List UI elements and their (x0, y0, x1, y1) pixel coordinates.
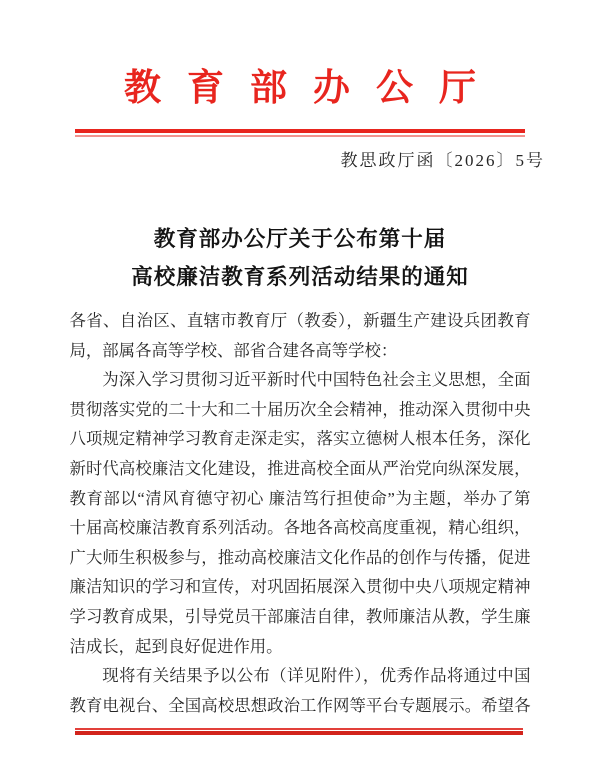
letterhead-org-name: 教育部办公厅 (124, 68, 502, 109)
page-bottom-divider-thick-line (75, 731, 523, 735)
body-line: 教育部以“清风育德守初心 廉洁笃行担使命”为主题，举办了第 (69, 488, 531, 508)
body-line: 局，部属各高等学校、部省合建各高等学校： (69, 340, 398, 360)
letterhead-divider-thin-line (75, 135, 525, 137)
letterhead-divider (75, 129, 525, 137)
document-title-line1: 教育部办公厅关于公布第十届 (153, 227, 447, 251)
body-line: 教育电视台、全国高校思想政治工作网等平台专题展示。希望各 (69, 695, 531, 715)
body-line: 学习教育成果，引导党员干部廉洁自律，教师廉洁从教，学生廉 (69, 606, 531, 626)
document-title (0, 220, 600, 296)
body-line: 八项规定精神学习教育走深走实，落实立德树人根本任务，深化 (69, 429, 531, 449)
body-line: 廉洁知识的学习和宣传，对巩固拓展深入贯彻中央八项规定精神 (69, 577, 531, 597)
body-line: 贯彻落实党的二十大和二十届历次全会精神，推动深入贯彻中央 (69, 399, 531, 419)
document-body (70, 306, 531, 720)
body-line: 新时代高校廉洁文化建设，推进高校全面从严治党向纵深发展， (69, 458, 531, 478)
body-line: 现将有关结果予以公布（详见附件），优秀作品将通过中国 (102, 666, 531, 686)
document-title-line2: 高校廉洁教育系列活动结果的通知 (131, 265, 469, 289)
body-line: 广大师生积极参与，推动高校廉洁文化作品的创作与传播，促进 (69, 547, 531, 567)
page-bottom-divider (75, 728, 523, 735)
document-number: 教思政厅函〔2026〕5号 (340, 151, 545, 170)
body-line: 为深入学习贯彻习近平新时代中国特色社会主义思想，全面 (102, 370, 531, 390)
body-line: 洁成长，起到良好促进作用。 (69, 636, 283, 656)
body-line: 各省、自治区、直辖市教育厅（教委），新疆生产建设兵团教育 (69, 311, 531, 330)
body-line: 十届高校廉洁教育系列活动。各地各高校高度重视，精心组织， (69, 518, 531, 538)
